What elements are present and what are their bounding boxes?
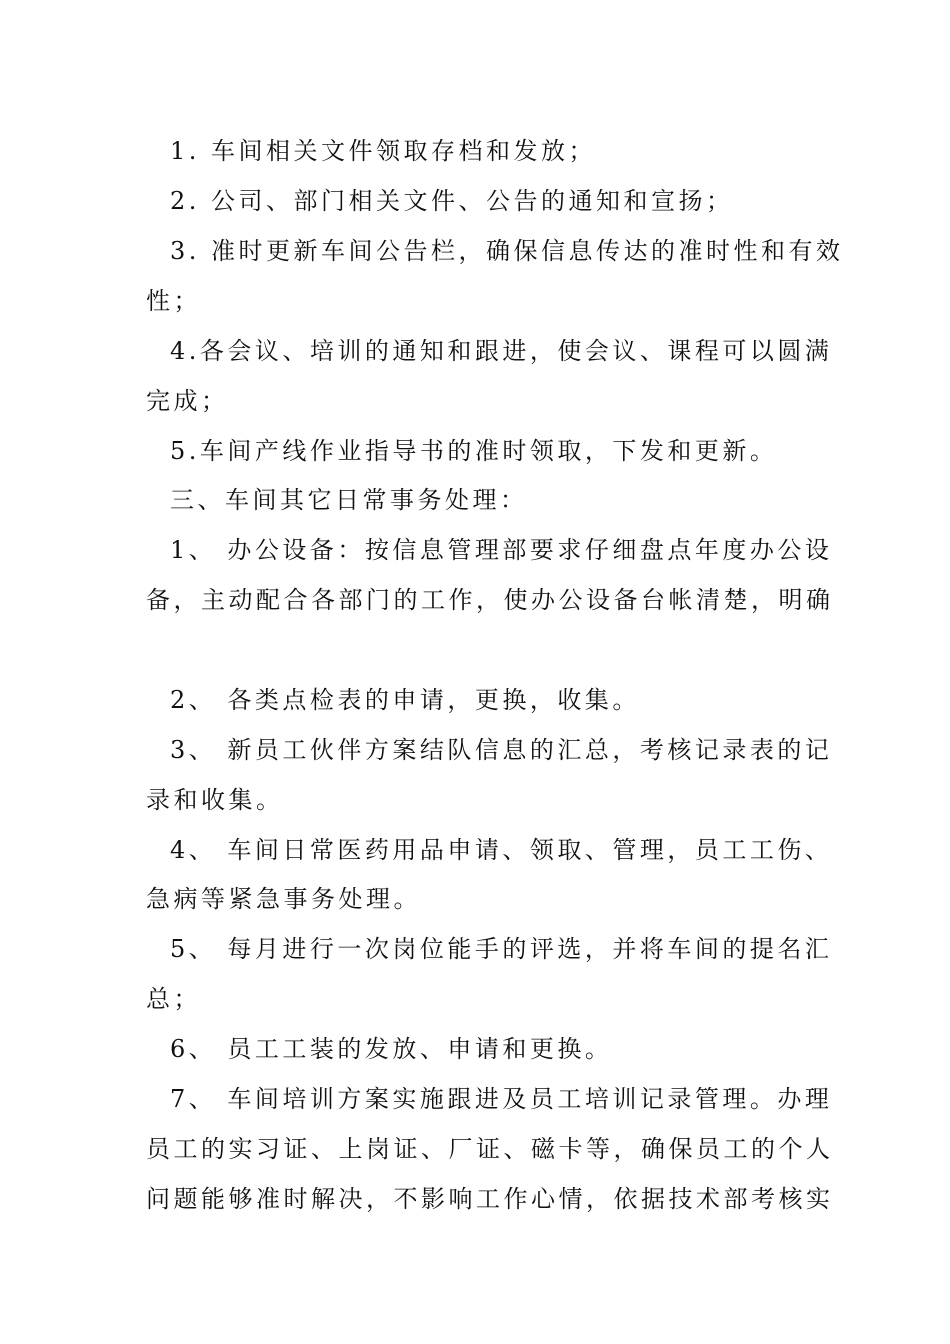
task-item-3: 3、 新员工伙伴方案结队信息的汇总，考核记录表的记 [170, 736, 833, 764]
task-item-7-continuation-1: 员工的实习证、上岗证、厂证、磁卡等，确保员工的个人 [146, 1135, 834, 1163]
list-item-4: 4.各会议、培训的通知和跟进，使会议、课程可以圆满 [170, 337, 833, 365]
task-item-3-continuation: 录和收集。 [146, 786, 284, 814]
list-item-2: 2. 公司、部门相关文件、公告的通知和宣扬； [170, 187, 734, 215]
task-item-5: 5、 每月进行一次岗位能手的评选，并将车间的提名汇 [170, 935, 833, 963]
section-heading: 三、车间其它日常事务处理： [170, 486, 528, 514]
task-item-4: 4、 车间日常医药用品申请、领取、管理，员工工伤、 [170, 836, 833, 864]
list-item-1: 1. 车间相关文件领取存档和发放； [170, 137, 597, 165]
task-item-7-continuation-2: 问题能够准时解决，不影响工作心情，依据技术部考核实 [146, 1185, 834, 1213]
list-item-3: 3. 准时更新车间公告栏，确保信息传达的准时性和有效 [170, 237, 844, 265]
list-item-5: 5.车间产线作业指导书的准时领取，下发和更新。 [170, 437, 778, 465]
task-item-2: 2、 各类点检表的申请，更换，收集。 [170, 686, 640, 714]
task-item-1: 1、 办公设备：按信息管理部要求仔细盘点年度办公设 [170, 536, 833, 564]
list-item-4-continuation: 完成； [146, 387, 229, 415]
task-item-4-continuation: 急病等紧急事务处理。 [146, 885, 421, 913]
task-item-5-continuation: 总； [146, 985, 201, 1013]
task-item-1-continuation: 备，主动配合各部门的工作，使办公设备台帐清楚，明确 [146, 586, 834, 614]
task-item-6: 6、 员工工装的发放、申请和更换。 [170, 1035, 613, 1063]
list-item-3-continuation: 性； [146, 287, 201, 315]
task-item-7: 7、 车间培训方案实施跟进及员工培训记录管理。办理 [170, 1085, 833, 1113]
